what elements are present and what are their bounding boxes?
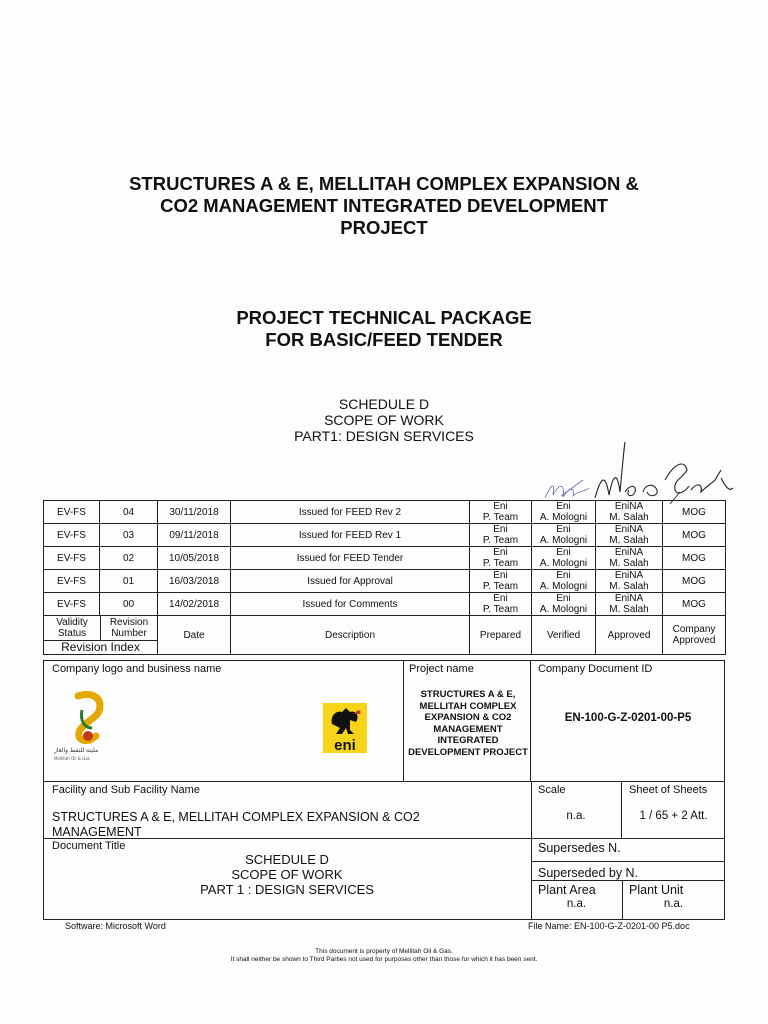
revision-row [44,593,726,616]
approved-cell: EniNA M. Salah [596,524,663,547]
plant-unit-value: n.a. [663,898,684,910]
revision-number-header: Revision Number [109,617,149,639]
package-title-line-2: FOR BASIC/FEED TENDER [265,329,503,350]
plant-area-label: Plant Area [538,883,596,897]
schedule-line-1: SCHEDULE D [338,396,430,412]
row-divider [531,861,725,862]
plant-area-value: n.a. [566,898,587,910]
prepared-cell: Eni P. Team [470,547,532,570]
approved-cell: EniNA M. Salah [596,593,663,616]
file-name-note: File Name: EN-100-G-Z-0201-00 P5.doc [528,921,690,931]
scale-value: n.a. [566,810,586,822]
approved-cell: EniNA M. Salah [596,501,663,524]
date-cell: 14/02/2018 [158,593,231,616]
prepared-header: Prepared [470,616,532,655]
revision-number-cell: 04 [100,501,158,524]
date-cell: 10/05/2018 [158,547,231,570]
revision-number-cell: 00 [100,593,158,616]
logo-label: Company logo and business name [52,663,222,675]
date-cell: 09/11/2018 [158,524,231,547]
mellitah-arabic-caption: مليتة للنفط والغاز [54,747,99,754]
validity-status-header: Validity Status [44,616,101,640]
mellitah-english-caption: Mellitah Oil & Gas [54,756,90,761]
facility-label: Facility and Sub Facility Name [52,784,200,796]
project-name-value: STRUCTURES A & E, MELLITAH COMPLEX EXPANSION & CO2 MANAGEMENT INTEGRATED DEVELOPMENT PROJECT [408,689,528,758]
approved-cell: EniNA M. Salah [596,547,663,570]
revision-number-cell: 03 [100,524,158,547]
validity-status-cell: EV-FS [44,593,100,616]
validity-status-cell: EV-FS [44,570,100,593]
eni-logo-text: eni [334,737,356,754]
revision-row [44,547,726,570]
revision-row [44,524,726,547]
facility-value: STRUCTURES A & E, MELLITAH COMPLEX EXPANSION & CO2 MANAGEMENT [52,810,420,839]
superseded-by-label: Superseded by N. [538,866,639,880]
document-title-value [43,852,531,897]
date-cell: 16/03/2018 [158,570,231,593]
date-header: Date [158,616,231,655]
validity-status-cell: EV-FS [44,501,100,524]
verified-cell: Eni A. Mologni [532,524,596,547]
project-name-label: Project name [409,663,474,675]
date-cell: 30/11/2018 [158,501,231,524]
prepared-cell: Eni P. Team [470,524,532,547]
revision-number-cell: 01 [100,570,158,593]
validity-status-cell: EV-FS [44,524,100,547]
document-title-line-3: PART 1 : DESIGN SERVICES [200,882,374,897]
description-cell: Issued for FEED Tender [231,547,470,570]
sheet-value: 1 / 65 + 2 Att. [639,810,708,822]
schedule-line-2: SCOPE OF WORK [324,412,444,428]
revision-row [44,501,726,524]
signatures-image [525,440,740,505]
disclaimer-line-1: This document is property of Mellitah Oil & Gas. [315,948,453,955]
validity-revision-header [44,616,158,655]
description-cell: Issued for Approval [231,570,470,593]
prepared-cell: Eni P. Team [470,501,532,524]
description-cell: Issued for FEED Rev 2 [231,501,470,524]
software-note: Software: Microsoft Word [65,921,166,931]
revision-number-cell: 02 [100,547,158,570]
document-title-line-1: SCHEDULE D [245,852,329,867]
verified-cell: Eni A. Mologni [532,501,596,524]
plant-unit-label: Plant Unit [629,883,684,897]
verified-cell: Eni A. Mologni [532,593,596,616]
company-approved-cell: MOG [663,570,726,593]
revision-header-row [44,616,726,655]
verified-cell: Eni A. Mologni [532,547,596,570]
company-approved-cell: MOG [663,524,726,547]
verified-header: Verified [532,616,596,655]
schedule-line-3: PART1: DESIGN SERVICES [294,428,474,444]
package-title-line-1: PROJECT TECHNICAL PACKAGE [236,307,532,328]
main-title-line-2: CO2 MANAGEMENT INTEGRATED DEVELOPMENT [160,195,608,216]
verified-cell: Eni A. Mologni [532,570,596,593]
disclaimer-line-2: It shall neither be shown to Third Parties not used for purposes other than those for which it has been sent. [230,956,538,963]
validity-status-cell: EV-FS [44,547,100,570]
document-main-title [0,173,768,239]
document-title-label: Document Title [52,840,126,852]
prepared-cell: Eni P. Team [470,593,532,616]
revision-index-label: Revision Index [44,640,157,654]
description-cell: Issued for FEED Rev 1 [231,524,470,547]
description-cell: Issued for Comments [231,593,470,616]
main-title-line-1: STRUCTURES A & E, MELLITAH COMPLEX EXPANSION & [129,173,639,194]
scale-label: Scale [538,784,566,796]
mellitah-logo [54,690,150,765]
company-approved-header: Company Approved [663,616,726,655]
revision-row [44,570,726,593]
prepared-cell: Eni P. Team [470,570,532,593]
company-approved-cell: MOG [663,501,726,524]
revision-table [43,500,726,655]
row-divider [531,880,725,881]
property-disclaimer [0,948,768,964]
document-id-value: EN-100-G-Z-0201-00-P5 [564,712,692,724]
company-approved-cell: MOG [663,593,726,616]
document-title-line-2: SCOPE OF WORK [231,867,343,882]
main-title-line-3: PROJECT [340,217,428,238]
package-title [0,307,768,351]
description-header: Description [231,616,470,655]
document-id-label: Company Document ID [538,663,653,675]
schedule-heading [0,396,768,444]
company-approved-cell: MOG [663,547,726,570]
approved-cell: EniNA M. Salah [596,570,663,593]
approved-header: Approved [596,616,663,655]
sheet-label: Sheet of Sheets [629,784,708,796]
eni-logo [320,700,370,755]
supersedes-label: Supersedes N. [538,841,621,855]
